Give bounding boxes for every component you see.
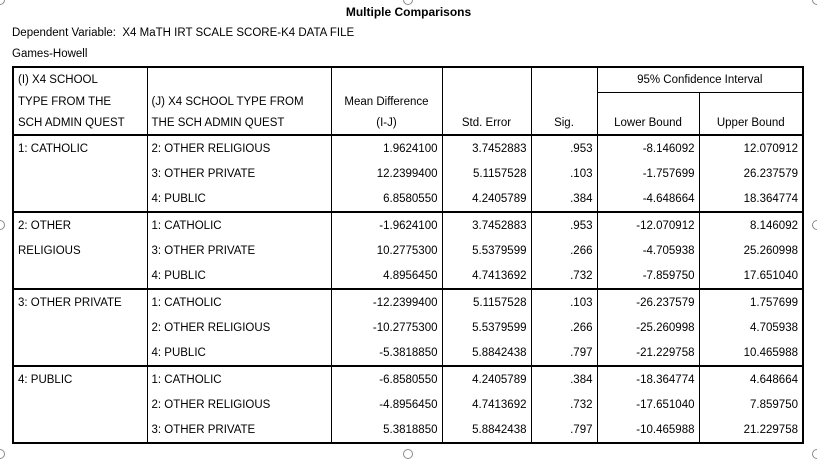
lower-bound-cell: -12.070912 <box>597 212 699 238</box>
sig-cell: .103 <box>531 289 597 315</box>
std-error-cell: 5.1157528 <box>442 161 531 186</box>
sig-cell: .266 <box>531 315 597 340</box>
lower-bound-cell: -7.859750 <box>597 263 699 289</box>
mean-difference-cell: -12.2399400 <box>331 289 442 315</box>
upper-bound-cell: 17.651040 <box>699 263 803 289</box>
lower-bound-cell: -8.146092 <box>597 135 699 161</box>
lower-bound-cell: -4.648664 <box>597 186 699 212</box>
upper-bound-cell: 8.146092 <box>750 219 798 232</box>
header-confidence-interval: 95% Confidence Interval <box>597 67 803 93</box>
group-label-i <box>13 417 147 443</box>
header-mean-diff <box>331 67 442 93</box>
header-std-error <box>442 67 531 93</box>
std-error-cell: 4.7413692 <box>442 263 531 289</box>
comparison-label-j: 2: OTHER RELIGIOUS <box>147 392 331 417</box>
header-col-i: TYPE FROM THE <box>13 93 147 112</box>
mean-difference-cell: 4.8956450 <box>331 263 442 289</box>
lower-bound-cell: -1.757699 <box>597 161 699 186</box>
std-error-cell: 4.2405789 <box>442 186 531 212</box>
std-error-cell: 5.1157528 <box>442 289 531 315</box>
table-row <box>13 161 803 186</box>
comparison-label-j: 4: PUBLIC <box>147 263 331 289</box>
sig-cell: .103 <box>531 161 597 186</box>
std-error-cell: 3.7452883 <box>442 212 531 238</box>
upper-bound-cell: 18.364774 <box>699 186 803 212</box>
header-std-error <box>442 93 531 112</box>
upper-bound-cell: 7.859750 <box>750 398 798 411</box>
group-label-i <box>13 340 147 366</box>
mean-difference-cell: -1.9624100 <box>331 212 442 238</box>
mean-difference-cell: 10.2775300 <box>331 238 442 263</box>
std-error-cell: 5.8842438 <box>442 417 531 443</box>
header-upper: Upper Bound <box>699 111 803 135</box>
table-row <box>13 315 803 340</box>
group-label-i: 3: OTHER PRIVATE <box>13 289 147 315</box>
header-std-error: Std. Error <box>442 111 531 135</box>
group-label-i: RELIGIOUS <box>13 238 147 263</box>
group-label-i: 2: OTHER <box>13 212 147 238</box>
std-error-cell: 5.5379599 <box>442 238 531 263</box>
sig-cell: .953 <box>531 135 597 161</box>
mean-difference-cell: 5.3818850 <box>331 417 442 443</box>
mean-difference-cell: -5.3818850 <box>331 340 442 366</box>
resize-handle-bottom[interactable] <box>403 449 413 459</box>
sig-cell: .732 <box>531 263 597 289</box>
group-label-i <box>13 315 147 340</box>
table-row <box>13 135 803 161</box>
upper-bound-cell: 26.237579 <box>743 167 798 180</box>
lower-bound-cell: -17.651040 <box>597 392 699 417</box>
sig-cell: .384 <box>531 366 597 392</box>
group-label-i: 1: CATHOLIC <box>13 135 147 161</box>
std-error-cell: 4.2405789 <box>442 366 531 392</box>
group-label-i: 4: PUBLIC <box>13 366 147 392</box>
table-row <box>13 340 803 366</box>
group-label-i <box>13 161 147 186</box>
table-row <box>13 366 803 392</box>
header-mean-diff: Mean Difference <box>331 93 442 112</box>
sig-cell: .384 <box>531 186 597 212</box>
header-sig: Sig. <box>531 111 597 135</box>
lower-bound-cell: -26.237579 <box>597 289 699 315</box>
lower-bound-cell: -10.465988 <box>597 417 699 443</box>
std-error-cell: 4.7413692 <box>442 392 531 417</box>
std-error-cell: 5.8842438 <box>442 340 531 366</box>
comparison-label-j: 3: OTHER PRIVATE <box>147 417 331 443</box>
lower-bound-cell: -18.364774 <box>597 366 699 392</box>
mean-difference-cell: -10.2775300 <box>331 315 442 340</box>
sig-cell: .266 <box>531 238 597 263</box>
mean-difference-cell: -6.8580550 <box>331 366 442 392</box>
header-lower <box>597 93 699 112</box>
dependent-variable-line <box>12 27 354 39</box>
table-title: Multiple Comparisons <box>345 5 472 19</box>
header-col-j: THE SCH ADMIN QUEST <box>147 111 331 135</box>
mean-difference-cell: 6.8580550 <box>331 186 442 212</box>
sig-cell: .732 <box>531 392 597 417</box>
comparison-label-j: 2: OTHER RELIGIOUS <box>147 135 331 161</box>
lower-bound-cell: -21.229758 <box>597 340 699 366</box>
comparison-label-j: 4: PUBLIC <box>147 186 331 212</box>
sig-cell: .797 <box>531 417 597 443</box>
comparison-label-j: 1: CATHOLIC <box>147 366 331 392</box>
header-col-i: (I) X4 SCHOOL <box>13 67 147 93</box>
comparison-label-j: 4: PUBLIC <box>147 340 331 366</box>
comparison-label-j: 3: OTHER PRIVATE <box>147 161 331 186</box>
lower-bound-cell: -25.260998 <box>597 315 699 340</box>
upper-bound-cell: 1.757699 <box>750 296 798 309</box>
multiple-comparisons-table <box>12 66 804 444</box>
mean-difference-cell: 1.9624100 <box>331 135 442 161</box>
upper-bound-cell: 4.648664 <box>750 373 798 386</box>
resize-handle-left[interactable] <box>0 220 5 230</box>
header-col-j <box>147 67 331 93</box>
upper-bound-cell: 4.705938 <box>750 321 798 334</box>
comparison-label-j: 1: CATHOLIC <box>147 212 331 238</box>
table-row <box>13 392 803 417</box>
dependent-variable-label: Dependent Variable: <box>12 27 116 39</box>
upper-bound-cell: 10.465988 <box>699 340 803 366</box>
header-upper <box>699 93 803 112</box>
dependent-variable-value: X4 MaTH IRT SCALE SCORE-K4 DATA FILE <box>122 27 355 39</box>
comparison-label-j: 1: CATHOLIC <box>147 289 331 315</box>
header-col-i: SCH ADMIN QUEST <box>13 111 147 135</box>
sig-cell: .797 <box>531 340 597 366</box>
table-row <box>13 238 803 263</box>
upper-bound-cell: 12.070912 <box>743 142 798 155</box>
table-body <box>13 67 803 443</box>
header-col-j: (J) X4 SCHOOL TYPE FROM <box>147 93 331 112</box>
std-error-cell: 3.7452883 <box>442 135 531 161</box>
header-sig <box>531 93 597 112</box>
table-row <box>13 417 803 443</box>
upper-bound-cell: 25.260998 <box>743 244 798 257</box>
comparison-label-j: 3: OTHER PRIVATE <box>147 238 331 263</box>
resize-handle-bottom-left[interactable] <box>0 449 5 459</box>
header-mean-diff: (I-J) <box>331 111 442 135</box>
method-label: Games-Howell <box>12 48 88 60</box>
group-label-i <box>13 186 147 212</box>
table-row <box>13 263 803 289</box>
table-row <box>13 289 803 315</box>
table-row <box>13 186 803 212</box>
mean-difference-cell: 12.2399400 <box>331 161 442 186</box>
group-label-i <box>13 263 147 289</box>
resize-handle-right[interactable] <box>812 220 817 230</box>
group-label-i <box>13 392 147 417</box>
header-sig <box>531 67 597 93</box>
mean-difference-cell: -4.8956450 <box>331 392 442 417</box>
sig-cell: .953 <box>531 212 597 238</box>
table-row <box>13 212 803 238</box>
upper-bound-cell: 21.229758 <box>743 423 798 436</box>
resize-handle-bottom-right[interactable] <box>812 449 817 459</box>
std-error-cell: 5.5379599 <box>442 315 531 340</box>
comparison-label-j: 2: OTHER RELIGIOUS <box>147 315 331 340</box>
lower-bound-cell: -4.705938 <box>597 238 699 263</box>
header-lower: Lower Bound <box>597 111 699 135</box>
